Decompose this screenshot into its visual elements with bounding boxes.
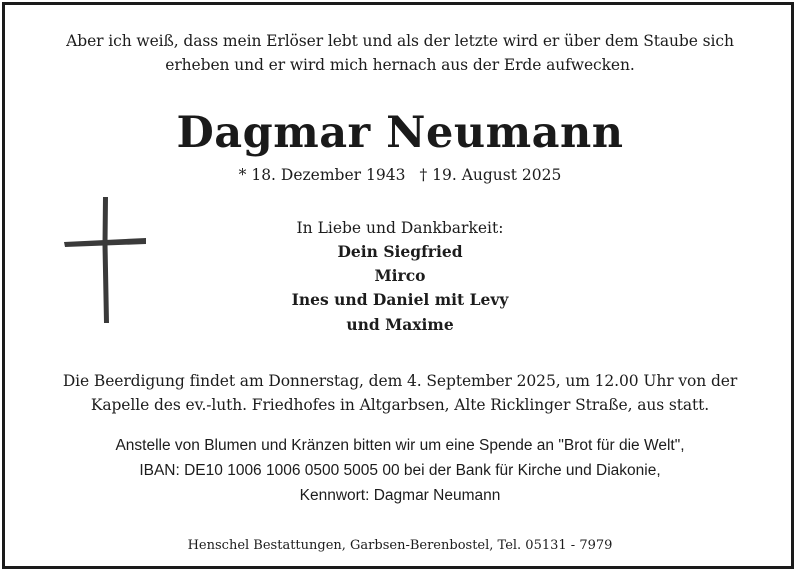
mourners-intro: In Liebe und Dankbarkeit: — [296, 219, 504, 237]
mourner-name: Mirco — [374, 266, 426, 285]
donation-line-1: Anstelle von Blumen und Kränzen bitten wir um eine Spende an "Brot für die Welt", — [115, 437, 685, 454]
life-dates — [0, 166, 800, 184]
funeral-info-line-1: Die Beerdigung findet am Donnerstag, dem 4. September 2025, um 12.00 Uhr von der — [62, 372, 738, 390]
deceased-name: Dagmar Neumann — [176, 108, 624, 158]
donation-line-2: IBAN: DE10 1006 1006 0500 5005 00 bei der Bank für Kirche und Diakonie, — [139, 462, 661, 479]
donation-line-3: Kennwort: Dagmar Neumann — [299, 487, 501, 504]
funeral-info-line-2: Kapelle des ev.-luth. Friedhofes in Altgarbsen, Alte Ricklinger Straße, aus statt. — [90, 396, 710, 414]
motto-line-2: erheben und er wird mich hernach aus der Erde aufwecken. — [165, 56, 635, 74]
mourner-name: Dein Siegfried — [337, 242, 463, 261]
mourner-name: und Maxime — [346, 315, 454, 334]
birth-date: * 18. Dezember 1943 — [238, 166, 406, 184]
motto-line-1: Aber ich weiß, dass mein Erlöser lebt und als der letzte wird er über dem Staube sich — [66, 32, 734, 50]
death-date: † 19. August 2025 — [419, 166, 562, 184]
funeral-home-footer: Henschel Bestattungen, Garbsen-Berenbostel, Tel. 05131 - 7979 — [187, 538, 613, 553]
mourner-name: Ines und Daniel mit Levy — [291, 290, 509, 309]
